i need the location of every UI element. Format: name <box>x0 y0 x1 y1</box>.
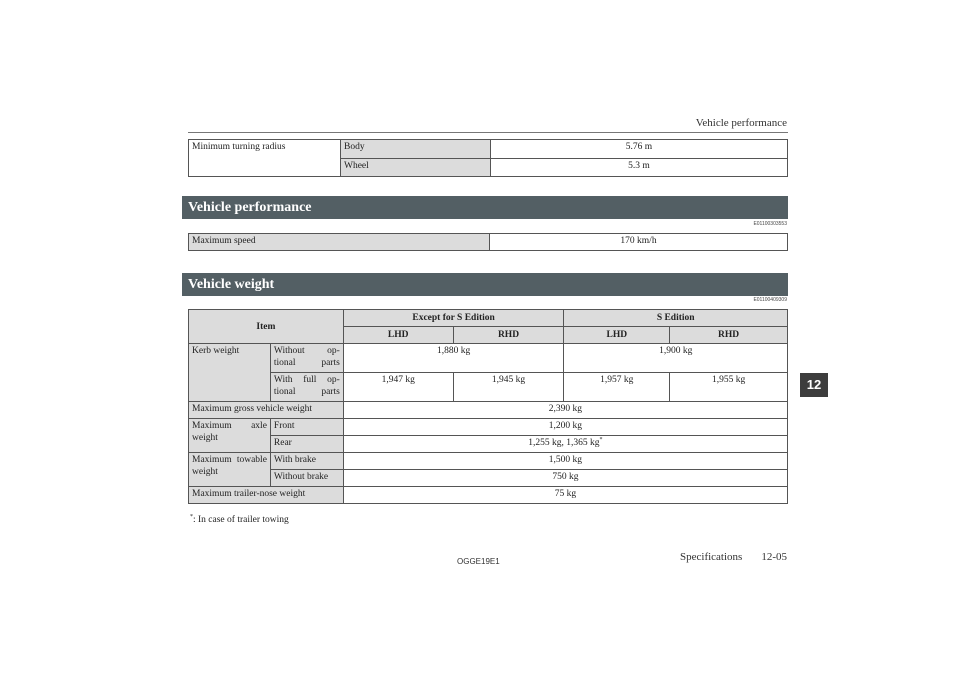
footnote-marker: * <box>190 513 193 520</box>
rear-value: 1,255 kg, 1,365 kg <box>528 438 600 448</box>
vehicle-performance-heading: Vehicle performance <box>182 196 788 219</box>
with-brake-value: 1,500 kg <box>343 453 787 470</box>
rhd-header: RHD <box>453 327 564 344</box>
footer-section: Specifications <box>680 551 743 563</box>
table-row <box>189 140 788 159</box>
table-row <box>189 344 788 373</box>
with-options-lhd-except: 1,947 kg <box>343 373 453 402</box>
running-header: Vehicle performance <box>695 117 787 129</box>
header-rule <box>188 132 788 133</box>
lhd-header: LHD <box>564 327 670 344</box>
table-row <box>189 453 788 470</box>
performance-code: E01100303553 <box>753 221 787 227</box>
with-options-label: With full op- tional parts <box>270 373 343 402</box>
wheel-label: Wheel <box>341 158 491 177</box>
trailer-nose-label: Maximum trailer-nose weight <box>189 487 344 504</box>
page-footer <box>680 551 787 563</box>
rear-footnote-marker: * <box>599 436 603 443</box>
rhd-header: RHD <box>670 327 788 344</box>
chapter-tab: 12 <box>800 373 828 397</box>
front-label: Front <box>270 419 343 436</box>
table-row <box>189 487 788 504</box>
wheel-value: 5.3 m <box>491 158 788 177</box>
except-s-edition-header: Except for S Edition <box>343 310 564 327</box>
body-label: Body <box>341 140 491 159</box>
table-row <box>189 234 788 251</box>
vehicle-weight-heading: Vehicle weight <box>182 273 788 296</box>
without-brake-value: 750 kg <box>343 470 787 487</box>
trailer-nose-value: 75 kg <box>343 487 787 504</box>
with-brake-label: With brake <box>270 453 343 470</box>
table-row <box>189 470 788 487</box>
gross-weight-label: Maximum gross vehicle weight <box>189 402 344 419</box>
turning-radius-label: Minimum turning radius <box>189 140 341 177</box>
without-options-value-s: 1,900 kg <box>564 344 788 373</box>
gross-weight-value: 2,390 kg <box>343 402 787 419</box>
table-row <box>189 310 788 327</box>
front-value: 1,200 kg <box>343 419 787 436</box>
page-number: 12-05 <box>761 551 787 563</box>
turning-radius-table <box>188 139 788 177</box>
without-brake-label: Without brake <box>270 470 343 487</box>
performance-table <box>188 233 788 251</box>
rear-value-cell <box>343 436 787 453</box>
item-header: Item <box>189 310 344 344</box>
towable-weight-label: Maximum towable weight <box>189 453 271 487</box>
max-speed-label: Maximum speed <box>189 234 490 251</box>
table-row <box>189 402 788 419</box>
weight-code: E01100409309 <box>753 297 787 303</box>
max-speed-value: 170 km/h <box>490 234 788 251</box>
s-edition-header: S Edition <box>564 310 788 327</box>
kerb-weight-label: Kerb weight <box>189 344 271 402</box>
without-options-label: Without op- tional parts <box>270 344 343 373</box>
with-options-rhd-except: 1,945 kg <box>453 373 564 402</box>
body-value: 5.76 m <box>491 140 788 159</box>
table-row <box>189 436 788 453</box>
axle-weight-label: Maximum axle weight <box>189 419 271 453</box>
table-row <box>189 373 788 402</box>
lhd-header: LHD <box>343 327 453 344</box>
document-code: OGGE19E1 <box>457 557 500 566</box>
without-options-value-except: 1,880 kg <box>343 344 564 373</box>
footnote <box>190 515 289 525</box>
table-row <box>189 419 788 436</box>
with-options-lhd-s: 1,957 kg <box>564 373 670 402</box>
rear-label: Rear <box>270 436 343 453</box>
with-options-rhd-s: 1,955 kg <box>670 373 788 402</box>
footnote-text: : In case of trailer towing <box>193 515 289 525</box>
vehicle-weight-table <box>188 309 788 504</box>
